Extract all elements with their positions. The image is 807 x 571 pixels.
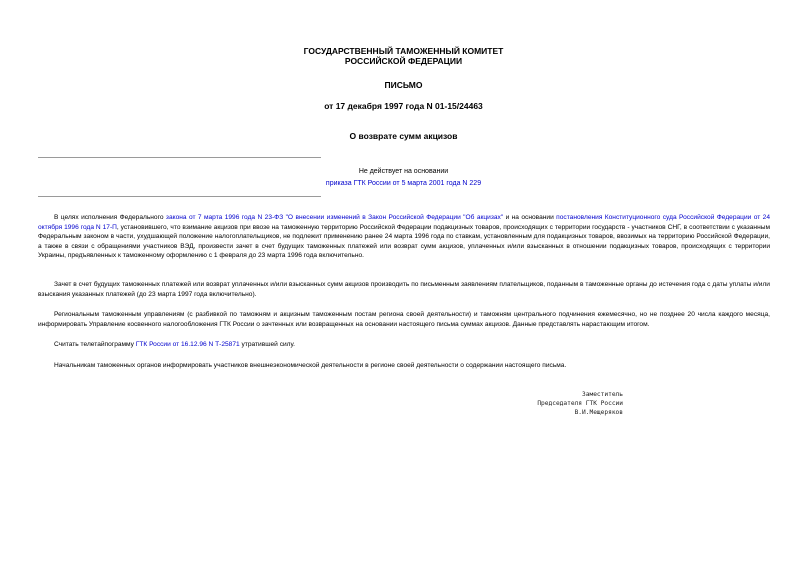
paragraph-4 [38, 340, 770, 350]
teletype-link[interactable]: ГТК России от 16.12.96 N Т-25871 [135, 341, 240, 348]
signature-line1: Заместитель [582, 391, 623, 398]
signature-line3: В.И.Мещеряков [574, 409, 623, 416]
p1-text-2: и на основании [503, 214, 557, 221]
status-link-wrap [0, 178, 807, 189]
doc-type-title: ПИСЬМО [384, 80, 423, 90]
law-link[interactable]: закона от 7 марта 1996 года N 23-ФЗ "О внесении изменений в Закон Российской Федерации "Об акцизах" [165, 214, 504, 221]
signature-line2: Председателя ГТК России [537, 400, 623, 407]
paragraph-5: Начальникам таможенных органов информировать участников внешнеэкономической деятельности в регионе своей деятельности о содержании настоящего письма. [54, 362, 567, 369]
doc-subject: О возврате сумм акцизов [349, 131, 458, 141]
court-decision-link[interactable]: постановления Конституционного суда Российской Федерации от 24 октября 1996 года N 17-П [38, 214, 770, 231]
org-title-line1: ГОСУДАРСТВЕННЫЙ ТАМОЖЕННЫЙ КОМИТЕТ [303, 46, 504, 56]
status-order-link[interactable]: приказа ГТК России от 5 марта 2001 года N 229 [325, 180, 482, 187]
p4-text-1: Считать телетайпограмму [54, 341, 136, 348]
paragraph-1 [38, 213, 770, 261]
paragraph-3: Региональным таможенным управлениям (с разбивкой по таможням и акцизным таможенным постам региона своей деятельности) и таможням центрального подчинения ежемесячно, но не позднее 20 числа каждого месяца, информировать Управление косвенного налогообложения ГТК России о зачтенных или возвращенных на основании настоящего письма суммах акцизов. Данные представлять нарастающим итогом. [38, 311, 770, 328]
p1-text-3: , установившего, что взимание акцизов при ввозе на таможенную территорию Российской Федерации подакцизных товаров, происходящих с территории государств - участников СНГ, в соответствии с указанным Федеральным законом в части, ухудшающей положение налогоплательщиков, не подлежит применению ранее 24 марта 1996 года по ставкам, установленным для подакцизных товаров, ввозимых на территорию Российской Федерации, а также в связи с обращениями участников ВЭД, произвести зачет в счет будущих таможенных платежей или возврат сумм акцизов, уплаченных и/или взысканных в отношении подакцизных товаров, происходящих с территории Украины, предъявленных к таможенному оформлению с 1 февраля до 23 марта 1996 года включительно. [38, 223, 770, 260]
org-title-line2: РОССИЙСКОЙ ФЕДЕРАЦИИ [344, 56, 463, 66]
doc-date: от 17 декабря 1997 года N 01-15/24463 [324, 101, 483, 111]
paragraph-2: Зачет в счет будущих таможенных платежей или возврат уплаченных и/или взысканных сумм акцизов производить по письменным заявлениям плательщиков, поданным в таможенные органы до истечения года с даты уплаты и/или взыскания указанных платежей (до 23 марта 1997 года включительно). [38, 281, 770, 298]
p1-text-1: В целях исполнения Федерального [54, 214, 166, 221]
status-text: Не действует на основании [358, 168, 449, 175]
p4-text-2: утратившей силу. [239, 341, 295, 348]
top-divider [38, 157, 321, 158]
bottom-divider [38, 196, 321, 197]
